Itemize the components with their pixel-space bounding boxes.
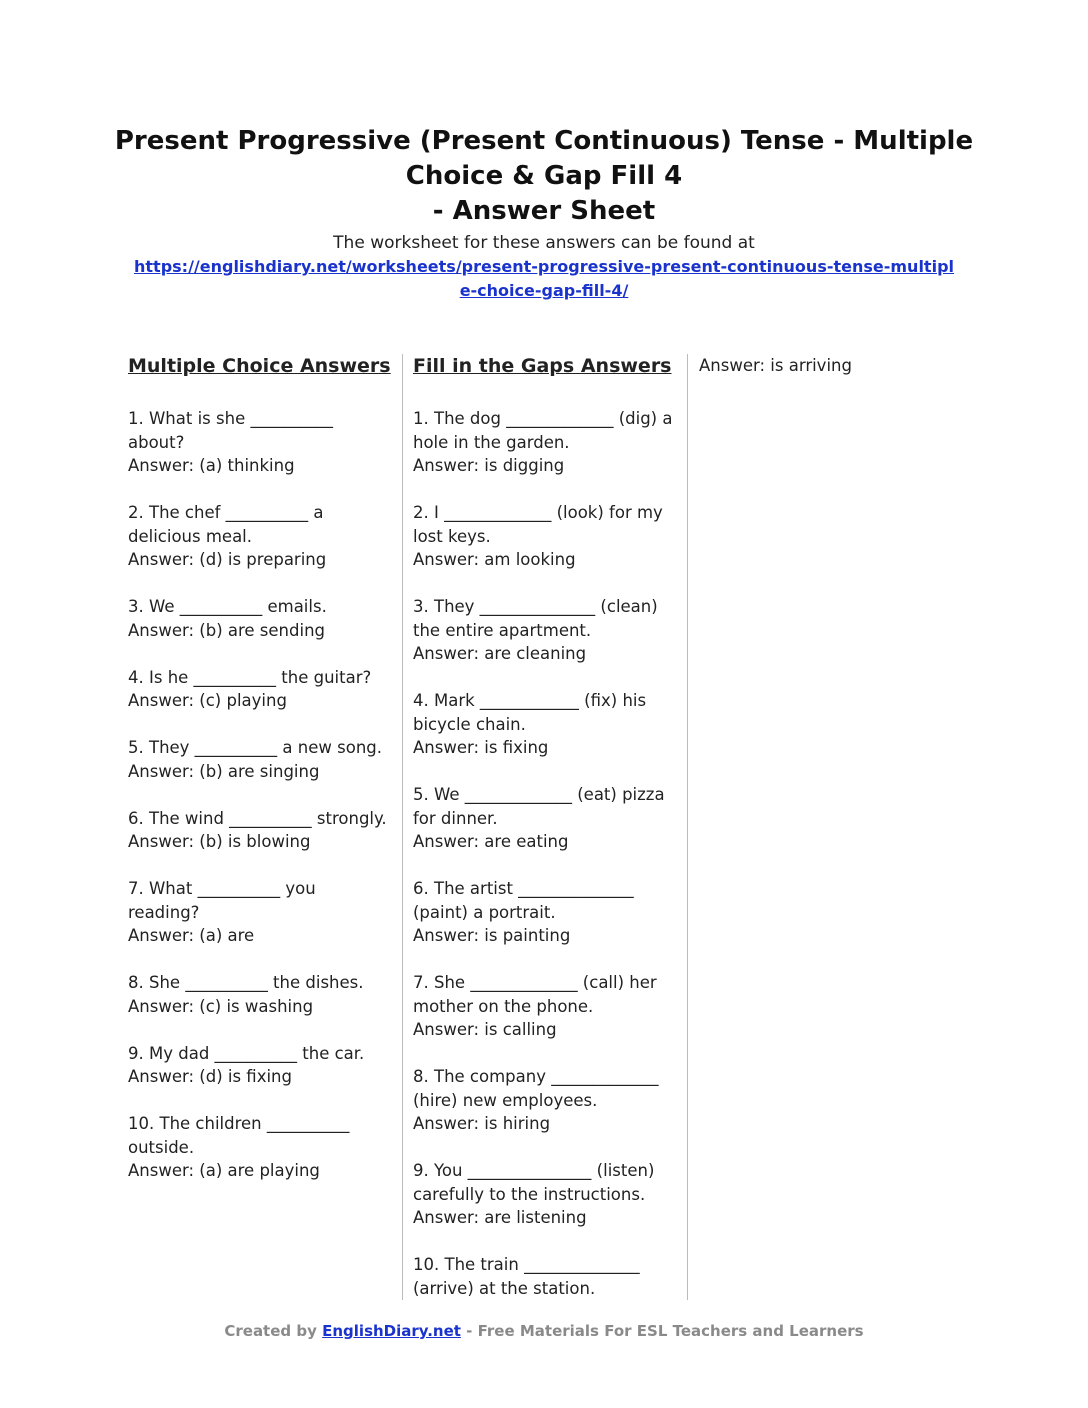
multiple-choice-column <box>128 352 392 1206</box>
gf-question: 7. She _____________ (call) her mother on the phone. <box>413 973 657 1016</box>
gf-answer: Answer: am looking <box>413 550 576 569</box>
mc-question: 8. She __________ the dishes. <box>128 973 364 992</box>
mc-question: 1. What is she __________ about? <box>128 409 333 452</box>
mc-answer: Answer: (a) are playing <box>128 1161 320 1180</box>
page-footer <box>0 1322 1088 1340</box>
mc-answer: Answer: (d) is preparing <box>128 550 327 569</box>
mc-item-3 <box>128 595 392 642</box>
gf-question: 2. I _____________ (look) for my lost keys. <box>413 503 663 546</box>
gf-answer: Answer: is hiring <box>413 1114 551 1133</box>
gf-question: 1. The dog _____________ (dig) a hole in the garden. <box>413 409 673 452</box>
gf-question: 8. The company _____________ (hire) new employees. <box>413 1067 659 1110</box>
gf-question: 6. The artist ______________ (paint) a portrait. <box>413 879 634 922</box>
footer-site-link[interactable]: EnglishDiary.net <box>322 1322 461 1340</box>
gf-item-9 <box>413 1159 677 1230</box>
gf-answer: Answer: is calling <box>413 1020 557 1039</box>
mc-item-4 <box>128 666 392 713</box>
mc-item-6 <box>128 807 392 854</box>
gf-question: 5. We _____________ (eat) pizza for dinner. <box>413 785 665 828</box>
worksheet-link[interactable]: https://englishdiary.net/worksheets/present-progressive-present-continuous-tense-multiple-choice-gap-fill-4/ <box>134 257 954 300</box>
gf-item-1 <box>413 407 677 478</box>
gf-item-8 <box>413 1065 677 1136</box>
gf-item-4 <box>413 689 677 760</box>
gf-answer: Answer: are cleaning <box>413 644 587 663</box>
mc-item-2 <box>128 501 392 572</box>
mc-question: 9. My dad __________ the car. <box>128 1043 365 1063</box>
mc-answer: Answer: (d) is fixing <box>128 1067 292 1086</box>
gf-item-5 <box>413 783 677 854</box>
mc-item-10 <box>128 1112 392 1183</box>
gf-answer: Answer: is digging <box>413 456 565 475</box>
gf-answer: Answer: are eating <box>413 832 569 851</box>
gf-question: 3. They ______________ (clean) the entire apartment. <box>413 597 658 640</box>
mc-answer: Answer: (a) thinking <box>128 456 295 475</box>
gf-question: 10. The train ______________ (arrive) at the station. <box>413 1255 640 1298</box>
gf-question: 4. Mark ____________ (fix) his bicycle chain. <box>413 691 647 734</box>
mc-question: 5. They __________ a new song. <box>128 738 383 757</box>
footer-prefix: Created by <box>224 1322 317 1340</box>
gf-answer: Answer: is fixing <box>413 738 549 757</box>
gap-fill-heading: Fill in the Gaps Answers <box>413 355 672 377</box>
gf-item-3 <box>413 595 677 666</box>
column-divider-2 <box>687 354 688 1300</box>
page-header <box>110 124 978 303</box>
mc-item-5 <box>128 736 392 783</box>
mc-question: 4. Is he __________ the guitar? <box>128 667 372 687</box>
page-title <box>110 124 978 229</box>
footer-suffix: - Free Materials For ESL Teachers and Learners <box>466 1322 864 1340</box>
gf-question: 9. You _______________ (listen) carefully to the instructions. <box>413 1161 655 1204</box>
gf-answer: Answer: is painting <box>413 926 571 945</box>
overflow-answer: Answer: is arriving <box>699 356 852 375</box>
mc-answer: Answer: (c) playing <box>128 691 287 710</box>
mc-answer: Answer: (c) is washing <box>128 996 314 1016</box>
mc-question: 10. The children __________ outside. <box>128 1114 350 1157</box>
multiple-choice-heading: Multiple Choice Answers <box>128 355 391 377</box>
gf-answer: Answer: are listening <box>413 1208 587 1227</box>
mc-answer: Answer: (b) are singing <box>128 761 320 781</box>
mc-answer: Answer: (b) are sending <box>128 620 326 640</box>
gf-item-2 <box>413 501 677 572</box>
mc-item-9 <box>128 1042 392 1089</box>
mc-question: 7. What __________ you reading? <box>128 879 316 922</box>
subtitle: The worksheet for these answers can be found at <box>333 233 755 253</box>
mc-item-1 <box>128 407 392 478</box>
gf-item-6 <box>413 877 677 948</box>
mc-answer: Answer: (b) is blowing <box>128 832 311 851</box>
mc-answer: Answer: (a) are <box>128 926 255 945</box>
mc-question: 2. The chef __________ a delicious meal. <box>128 503 324 546</box>
title-line-2: Choice & Gap Fill 4 <box>405 161 683 191</box>
gf-item-7 <box>413 971 677 1042</box>
title-line-3: - Answer Sheet <box>432 196 656 226</box>
mc-question: 6. The wind __________ strongly. <box>128 808 387 828</box>
gf-item-10 <box>413 1253 677 1300</box>
mc-item-8 <box>128 971 392 1018</box>
overflow-column <box>699 354 949 378</box>
column-divider-1 <box>402 354 403 1300</box>
title-line-1: Present Progressive (Present Continuous) Tense - Multiple <box>114 126 974 156</box>
mc-item-7 <box>128 877 392 948</box>
mc-question: 3. We __________ emails. <box>128 597 327 616</box>
gap-fill-column <box>413 352 677 1324</box>
